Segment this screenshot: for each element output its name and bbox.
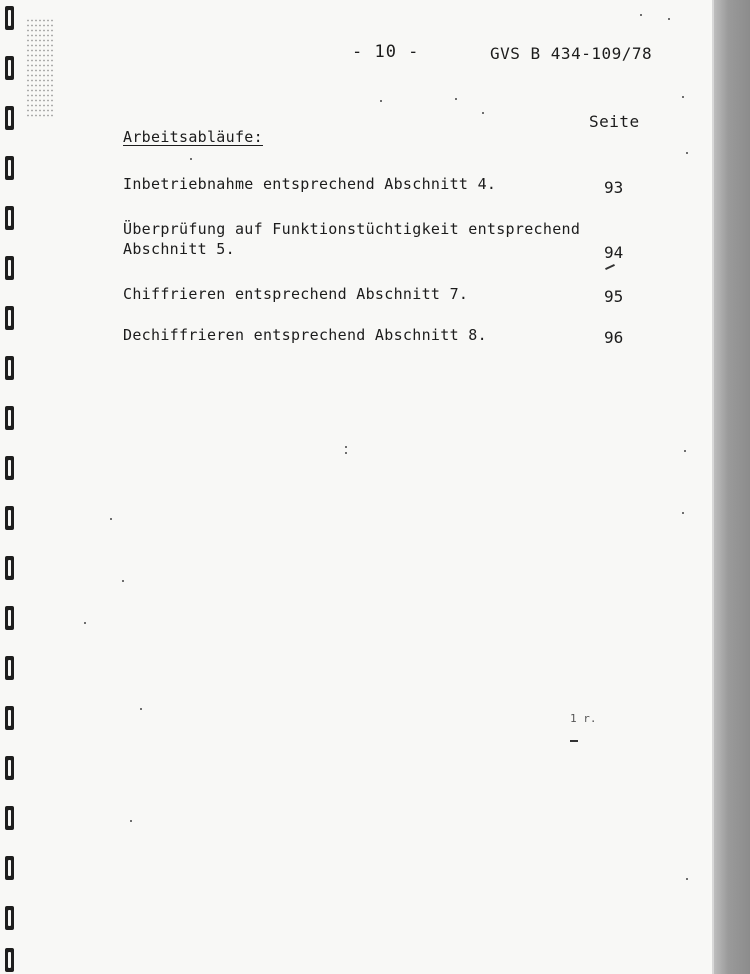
- scan-dot: [668, 18, 670, 20]
- punch-hole: [5, 948, 14, 972]
- scan-dot: [686, 878, 688, 880]
- punch-hole: [5, 156, 14, 180]
- page-edge-shadow: [714, 0, 750, 974]
- scan-dot: [122, 580, 124, 582]
- toc-entry-page: 94: [604, 243, 624, 262]
- toc-entry-text: Chiffrieren entsprechend Abschnitt 7.: [123, 285, 469, 303]
- document-reference: GVS B 434-109/78: [490, 44, 653, 63]
- toc-entry-page: 96: [604, 328, 624, 347]
- punch-hole: [5, 556, 14, 580]
- scan-dot: [682, 96, 684, 98]
- toc-entry-page: 93: [604, 178, 624, 197]
- scan-speckle: [26, 18, 54, 118]
- toc-entry-line: Abschnitt 5.: [123, 240, 235, 258]
- scan-dot: [684, 450, 686, 452]
- punch-hole: [5, 306, 14, 330]
- punch-hole: [5, 356, 14, 380]
- scan-dot: [110, 518, 112, 520]
- punch-hole: [5, 806, 14, 830]
- scan-dot: [640, 14, 642, 16]
- toc-entry-text: [123, 219, 593, 259]
- check-tick-mark: [605, 264, 615, 270]
- toc-entry-page: 95: [604, 287, 624, 306]
- scan-dot: [130, 820, 132, 822]
- punch-hole: [5, 706, 14, 730]
- scan-dot: [380, 100, 382, 102]
- punch-hole: [5, 756, 14, 780]
- scan-dot: [455, 98, 457, 100]
- punch-hole: [5, 406, 14, 430]
- punch-hole: [5, 906, 14, 930]
- punch-hole: [5, 106, 14, 130]
- punch-hole: [5, 456, 14, 480]
- page-number: - 10 -: [352, 42, 420, 62]
- section-title: Arbeitsabläufe:: [123, 128, 263, 146]
- scan-dot: [84, 622, 86, 624]
- punch-hole: [5, 206, 14, 230]
- punch-hole: [5, 506, 14, 530]
- punch-hole: [5, 56, 14, 80]
- punch-hole: [5, 606, 14, 630]
- punch-hole: [5, 856, 14, 880]
- scan-dot: [682, 512, 684, 514]
- margin-mark: [570, 740, 578, 742]
- toc-entry-text: Dechiffrieren entsprechend Abschnitt 8.: [123, 326, 487, 344]
- scan-dot: [190, 158, 192, 160]
- margin-stamp: 1 r.: [570, 712, 597, 725]
- toc-entry-text: Inbetriebnahme entsprechend Abschnitt 4.: [123, 175, 497, 193]
- scan-dot: [140, 708, 142, 710]
- toc-entry-line: Überprüfung auf Funktionstüchtigkeit entsprechend: [123, 220, 581, 238]
- punch-hole: [5, 6, 14, 30]
- scan-dot: [345, 452, 347, 454]
- punch-hole: [5, 656, 14, 680]
- scan-dot: [345, 446, 347, 448]
- punch-hole: [5, 256, 14, 280]
- scan-dot: [686, 152, 688, 154]
- page-column-label: Seite: [589, 112, 640, 131]
- scan-dot: [482, 112, 484, 114]
